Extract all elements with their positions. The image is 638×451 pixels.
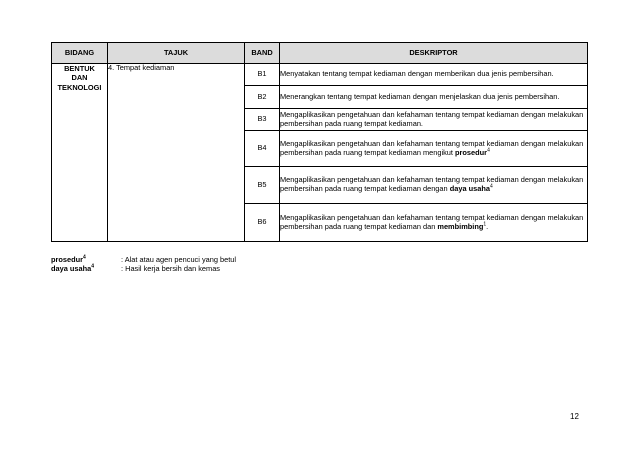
descriptor-text: Menyatakan tentang tempat kediaman dengan memberikan dua jenis pembersihan. bbox=[280, 69, 554, 79]
glossary-item bbox=[51, 255, 236, 264]
page-number: 12 bbox=[570, 412, 579, 421]
descriptor-text: Mengaplikasikan pengetahuan dan kefahaman tentang tempat kediaman dengan melakukan pembersihan pada ruang tempat kediaman dengan bbox=[280, 175, 584, 193]
descriptor-key-term: membimbing bbox=[437, 221, 484, 231]
header-tajuk: TAJUK bbox=[108, 43, 245, 64]
descriptor-text: Mengaplikasikan pengetahuan dan kefahaman tentang tempat kediaman dengan melakukan pembersihan pada ruang tempat kediaman mengikut bbox=[280, 138, 584, 157]
bidang-line: DAN bbox=[71, 73, 88, 83]
descriptor-cell bbox=[280, 64, 588, 86]
bidang-line: BENTUK bbox=[64, 64, 95, 73]
descriptor-cell bbox=[280, 131, 588, 167]
glossary-notes bbox=[51, 255, 236, 274]
footnote-marker: 4 bbox=[489, 183, 493, 190]
descriptor-text: Mengaplikasikan pengetahuan dan kefahaman tentang tempat kediaman dengan melakukan pembersihan pada ruang tempat kediaman dan bbox=[280, 212, 584, 231]
band-cell: B6 bbox=[245, 204, 280, 242]
descriptor-text: Mengaplikasikan pengetahuan dan kefahaman tentang tempat kediaman dengan melakukan pembersihan pada ruang tempat kediaman. bbox=[280, 109, 584, 128]
descriptor-trailing-punctuation: . bbox=[486, 221, 489, 231]
band-cell: B3 bbox=[245, 109, 280, 131]
descriptor-cell bbox=[280, 204, 588, 242]
glossary-term: prosedur bbox=[51, 255, 84, 264]
glossary-definition: : Hasil kerja bersih dan kemas bbox=[121, 264, 220, 274]
band-cell: B2 bbox=[245, 86, 280, 109]
bidang-cell bbox=[52, 64, 108, 242]
bidang-line: TEKNOLOGI bbox=[57, 82, 102, 92]
glossary-term-cell bbox=[51, 255, 121, 264]
descriptor-cell bbox=[280, 109, 588, 131]
descriptor-key-term: daya usaha bbox=[449, 184, 490, 193]
footnote-marker: 4 bbox=[487, 147, 490, 154]
glossary-term-cell bbox=[51, 264, 121, 273]
table-header-row bbox=[52, 43, 588, 64]
descriptor-cell bbox=[280, 167, 588, 204]
descriptor-key-term: prosedur bbox=[455, 147, 488, 157]
glossary-definition: : Alat atau agen pencuci yang betul bbox=[121, 255, 237, 264]
glossary-term: daya usaha bbox=[51, 264, 92, 274]
header-bidang: BIDANG bbox=[52, 43, 108, 64]
rubric-table bbox=[51, 42, 588, 242]
band-cell: B4 bbox=[245, 131, 280, 167]
glossary-item bbox=[51, 264, 236, 273]
table-row bbox=[52, 64, 588, 86]
descriptor-text: Menerangkan tentang tempat kediaman dengan menjelaskan dua jenis pembersihan. bbox=[280, 91, 560, 101]
footnote-marker: 1 bbox=[483, 221, 487, 228]
footnote-marker: 4 bbox=[91, 263, 95, 270]
header-band: BAND bbox=[245, 43, 280, 64]
band-cell: B5 bbox=[245, 167, 280, 204]
band-cell: B1 bbox=[245, 64, 280, 86]
header-deskriptor: DESKRIPTOR bbox=[280, 43, 588, 64]
descriptor-cell bbox=[280, 86, 588, 109]
footnote-marker: 4 bbox=[83, 254, 86, 261]
tajuk-cell: 4. Tempat kediaman bbox=[108, 64, 245, 242]
